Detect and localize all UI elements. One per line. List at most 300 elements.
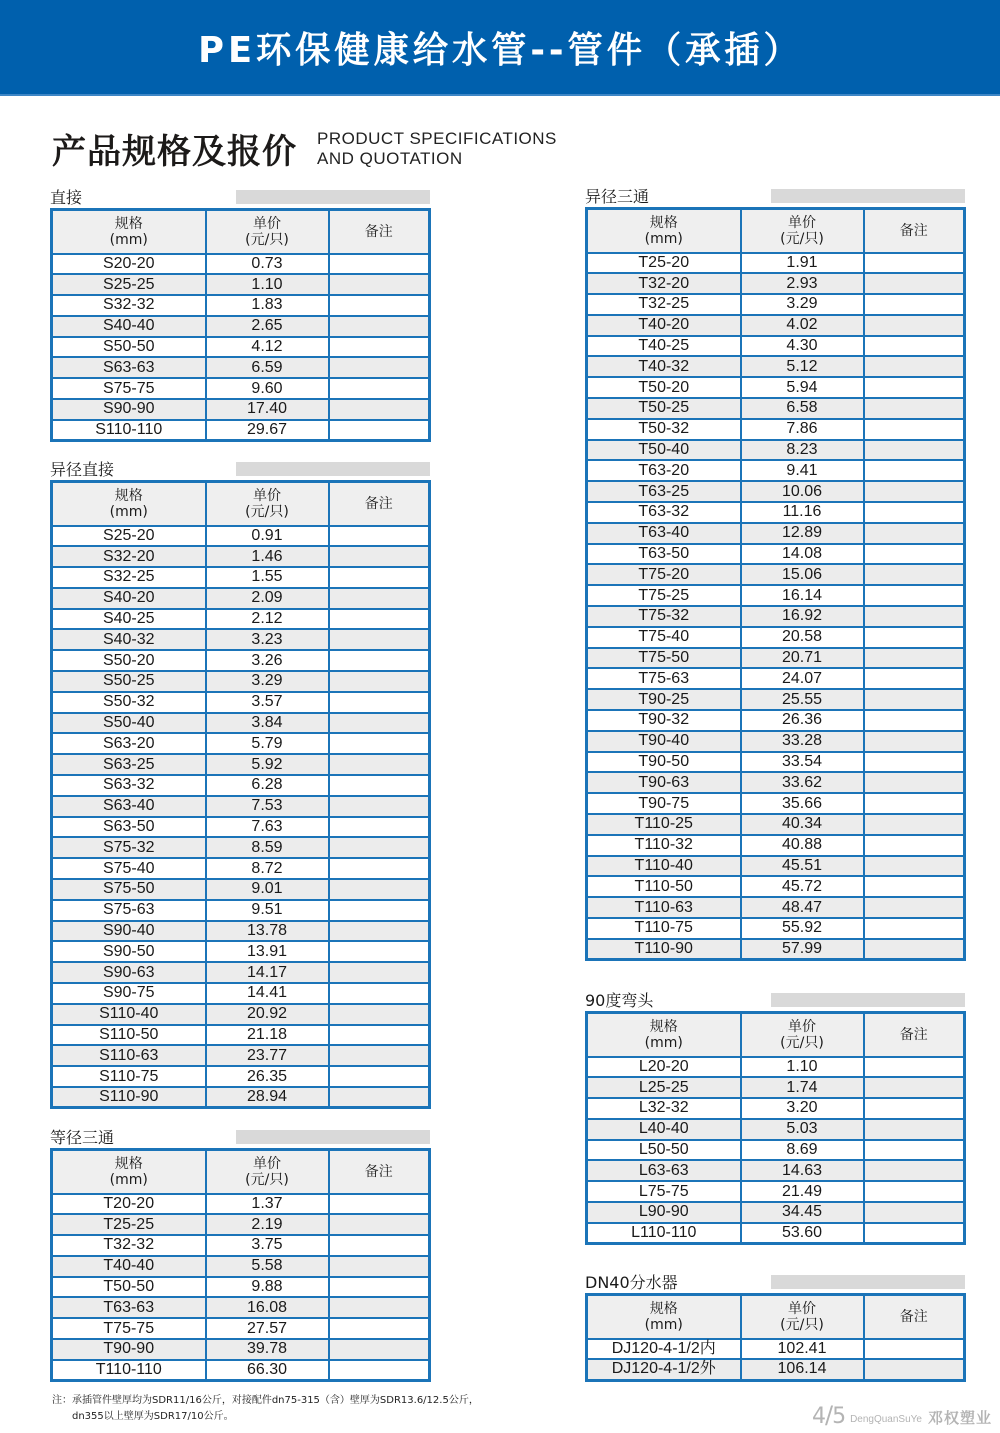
price-cell: 24.07 — [741, 668, 864, 689]
price-cell: 39.78 — [206, 1339, 329, 1360]
spec-cell: S90-90 — [52, 399, 206, 420]
spec-cell: T75-32 — [587, 606, 741, 627]
table-row — [52, 1235, 430, 1256]
remark-cell — [864, 627, 965, 648]
spec-cell: S25-20 — [52, 526, 206, 547]
remark-cell — [329, 420, 430, 441]
remark-cell — [864, 356, 965, 377]
remark-cell — [329, 837, 430, 858]
spec-cell: S32-25 — [52, 567, 206, 588]
table-row — [587, 1359, 965, 1380]
header-price-unit: (元/只) — [780, 1034, 824, 1051]
remark-cell — [864, 523, 965, 544]
spec-cell: S50-20 — [52, 650, 206, 671]
table-row — [52, 921, 430, 942]
remark-cell — [864, 668, 965, 689]
spec-cell: T110-63 — [587, 897, 741, 918]
price-cell: 1.55 — [206, 567, 329, 588]
price-table — [585, 207, 966, 961]
header-spec — [587, 209, 741, 253]
price-cell: 21.49 — [741, 1181, 864, 1202]
price-cell: 8.69 — [741, 1140, 864, 1161]
price-cell: 3.23 — [206, 629, 329, 650]
section-header — [585, 1271, 965, 1293]
section-title: 异径直接 — [50, 460, 115, 479]
remark-cell — [864, 939, 965, 960]
spec-cell: T50-20 — [587, 377, 741, 398]
spec-cell: T63-32 — [587, 502, 741, 523]
price-cell: 34.45 — [741, 1202, 864, 1223]
table-row — [587, 731, 965, 752]
table-row — [52, 692, 430, 713]
price-cell: 4.30 — [741, 336, 864, 357]
header-price-label: 单价 — [788, 1300, 816, 1317]
header-price — [206, 1150, 329, 1194]
remark-cell — [864, 502, 965, 523]
section-header — [585, 185, 965, 207]
section-title: DN40分水器 — [585, 1273, 678, 1292]
header-price-label: 单价 — [253, 1155, 281, 1172]
table-row — [587, 273, 965, 294]
remark-cell — [329, 526, 430, 547]
remark-cell — [864, 1181, 965, 1202]
spec-cell: T110-110 — [52, 1360, 206, 1381]
table-row — [52, 1194, 430, 1215]
spec-cell: S110-90 — [52, 1087, 206, 1108]
spec-cell: T63-20 — [587, 460, 741, 481]
remark-cell — [329, 671, 430, 692]
price-cell: 0.91 — [206, 526, 329, 547]
spec-cell: DJ120-4-1/2外 — [587, 1359, 741, 1380]
spec-cell: S63-20 — [52, 733, 206, 754]
table-row — [52, 1360, 430, 1381]
price-cell: 14.63 — [741, 1160, 864, 1181]
table-row — [587, 835, 965, 856]
price-cell: 11.16 — [741, 502, 864, 523]
price-cell: 48.47 — [741, 897, 864, 918]
header-spec — [52, 482, 206, 526]
spec-cell: L110-110 — [587, 1223, 741, 1244]
section-title: 90度弯头 — [585, 991, 654, 1010]
remark-cell — [329, 295, 430, 316]
table-row — [52, 1214, 430, 1235]
header-remark: 备注 — [329, 482, 430, 526]
price-cell: 8.72 — [206, 858, 329, 879]
header-price-unit: (元/只) — [780, 1316, 824, 1333]
price-cell: 10.06 — [741, 481, 864, 502]
price-cell: 3.26 — [206, 650, 329, 671]
spec-cell: T63-40 — [587, 523, 741, 544]
table-row — [587, 876, 965, 897]
remark-cell — [864, 1140, 965, 1161]
table-row — [52, 962, 430, 983]
remark-cell — [864, 544, 965, 565]
price-cell: 66.30 — [206, 1360, 329, 1381]
remark-cell — [329, 274, 430, 295]
price-cell: 17.40 — [206, 399, 329, 420]
table-row — [52, 316, 430, 337]
remark-cell — [329, 1339, 430, 1360]
section-equal-tee — [50, 1126, 430, 1382]
price-cell: 5.94 — [741, 377, 864, 398]
table-row — [587, 1098, 965, 1119]
table-row — [587, 564, 965, 585]
remark-cell — [864, 752, 965, 773]
table-row — [587, 356, 965, 377]
spec-cell: S32-32 — [52, 295, 206, 316]
table-row — [52, 858, 430, 879]
header-spec-label: 规格 — [649, 1018, 678, 1035]
remark-cell — [864, 689, 965, 710]
header-spec — [52, 210, 206, 254]
spec-cell: T32-20 — [587, 273, 741, 294]
remark-cell — [329, 796, 430, 817]
spec-cell: T40-20 — [587, 315, 741, 336]
price-cell: 7.86 — [741, 419, 864, 440]
table-row — [587, 814, 965, 835]
price-cell: 1.46 — [206, 546, 329, 567]
spec-cell: T75-63 — [587, 668, 741, 689]
price-cell: 40.88 — [741, 835, 864, 856]
spec-cell: T90-63 — [587, 772, 741, 793]
price-cell: 14.08 — [741, 544, 864, 565]
price-cell: 3.75 — [206, 1235, 329, 1256]
remark-cell — [329, 962, 430, 983]
price-cell: 20.71 — [741, 648, 864, 669]
spec-cell: S110-50 — [52, 1025, 206, 1046]
remark-cell — [864, 1098, 965, 1119]
table-row — [587, 1160, 965, 1181]
table-row — [587, 897, 965, 918]
price-cell: 6.28 — [206, 775, 329, 796]
remark-cell — [329, 399, 430, 420]
price-cell: 16.14 — [741, 585, 864, 606]
header-spec-label: 规格 — [649, 1300, 678, 1317]
remark-cell — [864, 440, 965, 461]
remark-cell — [864, 772, 965, 793]
spec-cell: S50-25 — [52, 671, 206, 692]
price-cell: 26.36 — [741, 710, 864, 731]
price-cell: 8.59 — [206, 837, 329, 858]
remark-cell — [329, 1277, 430, 1298]
header-price-unit: (元/只) — [245, 231, 289, 248]
table-row — [587, 419, 965, 440]
remark-cell — [864, 918, 965, 939]
price-cell: 2.93 — [741, 273, 864, 294]
spec-cell: S75-40 — [52, 858, 206, 879]
remark-cell — [864, 897, 965, 918]
table-row — [52, 650, 430, 671]
price-cell: 7.53 — [206, 796, 329, 817]
header-price-label: 单价 — [253, 215, 281, 232]
spec-cell: T50-32 — [587, 419, 741, 440]
price-cell: 2.65 — [206, 316, 329, 337]
price-cell: 14.17 — [206, 962, 329, 983]
remark-cell — [864, 793, 965, 814]
table-row — [587, 502, 965, 523]
table-row — [587, 710, 965, 731]
spec-cell: S90-50 — [52, 941, 206, 962]
remark-cell — [864, 648, 965, 669]
remark-cell — [329, 921, 430, 942]
remark-cell — [329, 546, 430, 567]
remark-cell — [329, 983, 430, 1004]
remark-cell — [329, 629, 430, 650]
price-cell: 2.09 — [206, 588, 329, 609]
remark-cell — [329, 316, 430, 337]
spec-cell: L50-50 — [587, 1140, 741, 1161]
table-row — [587, 939, 965, 960]
section-title-bar — [771, 993, 965, 1007]
price-cell: 106.14 — [741, 1359, 864, 1380]
header-spec — [587, 1013, 741, 1057]
spec-cell: S110-75 — [52, 1066, 206, 1087]
table-row — [52, 629, 430, 650]
table-row — [587, 1077, 965, 1098]
remark-cell — [329, 337, 430, 358]
header-price-label: 单价 — [253, 487, 281, 504]
table-header-row — [587, 1295, 965, 1339]
price-cell: 3.20 — [741, 1098, 864, 1119]
spec-cell: T63-50 — [587, 544, 741, 565]
price-cell: 27.57 — [206, 1318, 329, 1339]
price-cell: 6.58 — [741, 398, 864, 419]
spec-cell: L63-63 — [587, 1160, 741, 1181]
remark-cell — [329, 1235, 430, 1256]
remark-cell — [864, 1057, 965, 1078]
header-price-unit: (元/只) — [245, 503, 289, 520]
table-row — [587, 856, 965, 877]
price-cell: 13.91 — [206, 941, 329, 962]
remark-cell — [329, 817, 430, 838]
spec-cell: T75-50 — [587, 648, 741, 669]
spec-cell: T90-90 — [52, 1339, 206, 1360]
header-spec — [52, 1150, 206, 1194]
table-row — [587, 481, 965, 502]
table-row — [52, 546, 430, 567]
spec-cell: T50-25 — [587, 398, 741, 419]
spec-cell: T63-63 — [52, 1297, 206, 1318]
table-row — [52, 1087, 430, 1108]
price-cell: 9.41 — [741, 460, 864, 481]
section-title: 异径三通 — [585, 187, 650, 206]
section-title-bar — [236, 190, 430, 204]
remark-cell — [864, 585, 965, 606]
spec-cell: S110-110 — [52, 420, 206, 441]
header-spec-label: 规格 — [114, 215, 143, 232]
table-row — [52, 671, 430, 692]
remark-cell — [864, 731, 965, 752]
table-row — [52, 609, 430, 630]
spec-cell: L40-40 — [587, 1119, 741, 1140]
remark-cell — [329, 1297, 430, 1318]
header-spec-label: 规格 — [114, 487, 143, 504]
table-row — [52, 1256, 430, 1277]
spec-cell: S40-25 — [52, 609, 206, 630]
price-cell: 33.62 — [741, 772, 864, 793]
table-row — [587, 377, 965, 398]
section-header — [50, 1126, 430, 1148]
header-price — [741, 1295, 864, 1339]
table-row — [587, 544, 965, 565]
footnote-line2: dn355以上壁厚为SDR17/10公斤。 — [72, 1411, 234, 1422]
table-row — [52, 796, 430, 817]
banner-title: PE环保健康给水管--管件（承插） — [197, 29, 803, 71]
remark-cell — [329, 1045, 430, 1066]
price-cell: 53.60 — [741, 1223, 864, 1244]
price-cell: 3.84 — [206, 713, 329, 734]
price-cell: 16.08 — [206, 1297, 329, 1318]
remark-cell — [864, 856, 965, 877]
price-cell: 16.92 — [741, 606, 864, 627]
header-spec-label: 规格 — [649, 214, 678, 231]
table-row — [52, 733, 430, 754]
remark-cell — [329, 378, 430, 399]
price-cell: 1.74 — [741, 1077, 864, 1098]
remark-cell — [864, 1119, 965, 1140]
section-title-bar — [236, 462, 430, 476]
spec-cell: S40-32 — [52, 629, 206, 650]
table-row — [587, 752, 965, 773]
remark-cell — [864, 315, 965, 336]
spec-cell: S40-20 — [52, 588, 206, 609]
table-row — [587, 1339, 965, 1360]
price-cell: 3.29 — [741, 294, 864, 315]
price-cell: 9.51 — [206, 900, 329, 921]
spec-cell: S75-63 — [52, 900, 206, 921]
price-cell: 4.02 — [741, 315, 864, 336]
header-remark: 备注 — [329, 1150, 430, 1194]
table-row — [52, 526, 430, 547]
table-header-row — [587, 209, 965, 253]
price-cell: 28.94 — [206, 1087, 329, 1108]
table-row — [52, 817, 430, 838]
table-row — [587, 1119, 965, 1140]
spec-cell: L90-90 — [587, 1202, 741, 1223]
remark-cell — [864, 1202, 965, 1223]
price-cell: 9.60 — [206, 378, 329, 399]
spec-cell: T32-25 — [587, 294, 741, 315]
table-row — [587, 1140, 965, 1161]
price-cell: 5.03 — [741, 1119, 864, 1140]
table-row — [587, 253, 965, 274]
table-row — [587, 315, 965, 336]
spec-cell: S32-20 — [52, 546, 206, 567]
spec-cell: S63-63 — [52, 357, 206, 378]
price-cell: 26.35 — [206, 1066, 329, 1087]
section-reducer — [50, 458, 430, 1109]
spec-cell: T90-75 — [587, 793, 741, 814]
spec-cell: T40-32 — [587, 356, 741, 377]
header-price — [741, 209, 864, 253]
spec-cell: L75-75 — [587, 1181, 741, 1202]
spec-cell: S50-50 — [52, 337, 206, 358]
table-row — [587, 460, 965, 481]
table-row — [587, 668, 965, 689]
table-row — [52, 941, 430, 962]
table-row — [52, 837, 430, 858]
spec-cell: T75-75 — [52, 1318, 206, 1339]
table-row — [52, 1025, 430, 1046]
table-header-row — [52, 482, 430, 526]
remark-cell — [864, 481, 965, 502]
spec-cell: T20-20 — [52, 1194, 206, 1215]
price-cell: 55.92 — [741, 918, 864, 939]
price-cell: 5.58 — [206, 1256, 329, 1277]
price-cell: 33.54 — [741, 752, 864, 773]
section-title-bar — [236, 1130, 430, 1144]
section-title-bar — [771, 189, 965, 203]
spec-cell: S63-25 — [52, 754, 206, 775]
section-manifold — [585, 1271, 965, 1382]
remark-cell — [329, 1087, 430, 1108]
remark-cell — [864, 253, 965, 274]
remark-cell — [864, 1359, 965, 1380]
table-row — [587, 336, 965, 357]
price-table — [50, 208, 431, 442]
section-header — [50, 458, 430, 480]
spec-cell: T50-50 — [52, 1277, 206, 1298]
price-cell: 25.55 — [741, 689, 864, 710]
header-spec — [587, 1295, 741, 1339]
price-cell: 40.34 — [741, 814, 864, 835]
header-price-unit: (元/只) — [245, 1171, 289, 1188]
header-price — [741, 1013, 864, 1057]
spec-cell: S63-32 — [52, 775, 206, 796]
table-row — [52, 378, 430, 399]
remark-cell — [864, 710, 965, 731]
remark-cell — [329, 254, 430, 275]
remark-cell — [329, 1025, 430, 1046]
section-elbow90 — [585, 989, 965, 1245]
table-row — [587, 440, 965, 461]
remark-cell — [864, 564, 965, 585]
spec-cell: T25-20 — [587, 253, 741, 274]
table-row — [52, 775, 430, 796]
header-price-label: 单价 — [788, 214, 816, 231]
page-indicator — [811, 1401, 845, 1429]
spec-cell: T90-32 — [587, 710, 741, 731]
table-row — [52, 713, 430, 734]
header-spec-unit: (mm) — [644, 1316, 683, 1333]
spec-cell: T110-32 — [587, 835, 741, 856]
price-table — [585, 1293, 966, 1382]
spec-cell: T40-40 — [52, 1256, 206, 1277]
remark-cell — [864, 460, 965, 481]
header-spec-label: 规格 — [114, 1155, 143, 1172]
header-spec-unit: (mm) — [109, 503, 148, 520]
price-cell: 3.29 — [206, 671, 329, 692]
table-row — [587, 523, 965, 544]
spec-cell: T75-20 — [587, 564, 741, 585]
price-cell: 9.01 — [206, 879, 329, 900]
spec-cell: T110-50 — [587, 876, 741, 897]
spec-cell: S90-75 — [52, 983, 206, 1004]
table-header-row — [587, 1013, 965, 1057]
table-row — [52, 1045, 430, 1066]
table-row — [587, 1202, 965, 1223]
section-reducing-tee — [585, 185, 965, 961]
price-cell: 1.10 — [206, 274, 329, 295]
table-row — [52, 588, 430, 609]
price-cell: 102.41 — [741, 1339, 864, 1360]
price-table — [585, 1011, 966, 1245]
table-row — [587, 606, 965, 627]
remark-cell — [864, 1077, 965, 1098]
table-row — [587, 1057, 965, 1078]
spec-cell: T90-50 — [587, 752, 741, 773]
price-cell: 0.73 — [206, 254, 329, 275]
